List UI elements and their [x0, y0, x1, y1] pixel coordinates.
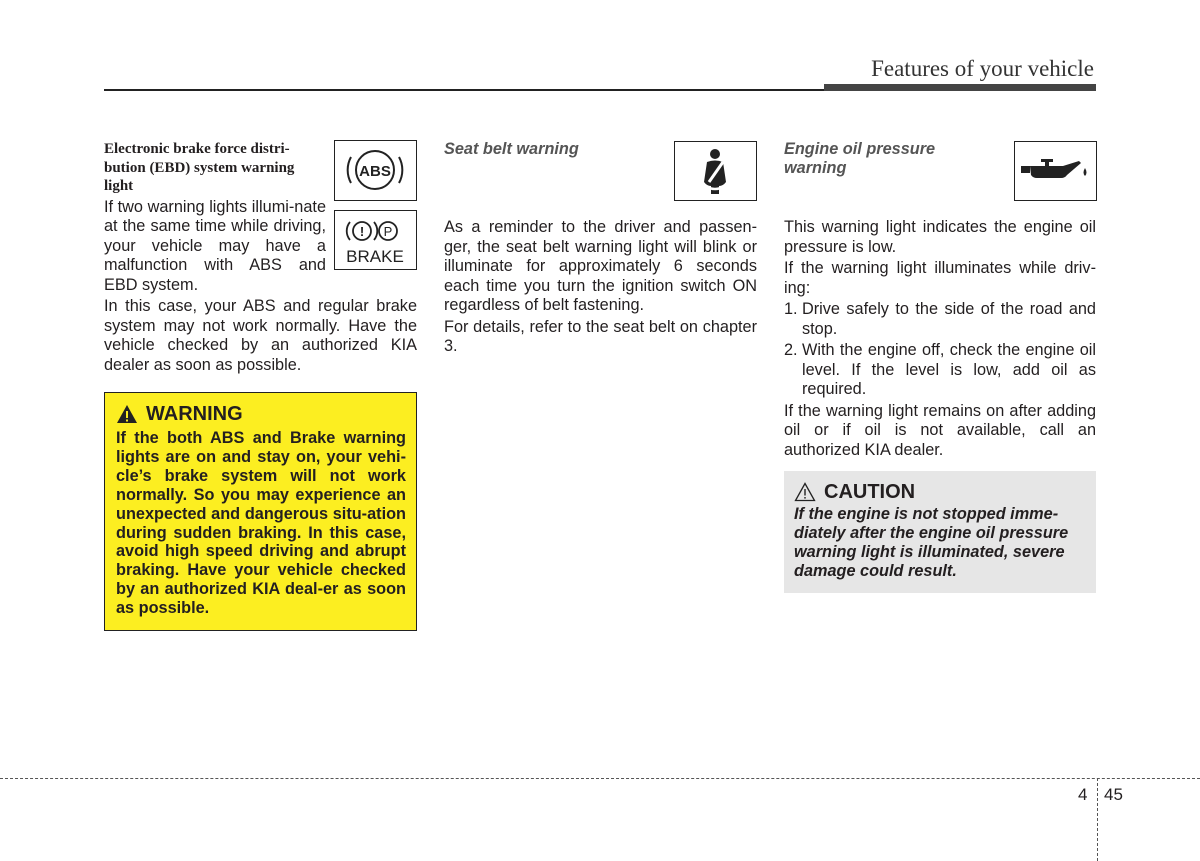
brake-parking-symbol: P	[383, 224, 393, 239]
list-item-number: 1.	[784, 300, 798, 318]
caution-box	[784, 471, 1096, 593]
list-item	[784, 300, 1096, 339]
oil-pressure-paragraph: This warning light indicates the engine oil pressure is low.	[784, 218, 1096, 256]
list-item-number: 2.	[784, 341, 798, 359]
brake-warning-icon	[334, 210, 417, 270]
ebd-paragraph-2: In this case, your ABS and regular brake system may not work normally. Have the vehicle checked by an authorized KIA dealer as soon as possible.	[104, 297, 417, 374]
oil-pressure-section-title: Engine oil pressure warning	[784, 140, 936, 177]
seat-belt-section-title: Seat belt warning	[444, 140, 579, 158]
chapter-number: 4	[1078, 785, 1088, 804]
seat-belt-paragraph: As a reminder to the driver and passen-ger, the seat belt warning light will blink or illuminate for approximately 6 seconds each time you turn the ignition switch ON regardless of belt fastening.	[444, 218, 757, 314]
list-item-text: Drive safely to the side of the road and stop.	[802, 300, 1096, 338]
header-rule-accent	[824, 84, 1096, 91]
abs-warning-icon	[334, 140, 417, 201]
brake-exclaim-symbol: !	[359, 224, 365, 239]
caution-triangle-icon	[794, 482, 816, 502]
caution-text: If the engine is not stopped imme-diately after the engine oil pressure warning light is illuminated, severe damage could result.	[794, 505, 1069, 580]
footer-divider	[1097, 778, 1098, 861]
oil-pressure-paragraph-2: If the warning light illuminates while driv-ing:	[784, 259, 1096, 297]
brake-label: BRAKE	[346, 247, 404, 266]
warning-heading: WARNING	[146, 403, 243, 425]
list-item	[784, 341, 1096, 400]
header-rule	[104, 89, 824, 91]
ebd-paragraph: If two warning lights illumi-nate at the same time while driving, your vehicle may have a malfunction with ABS and EBD system.	[104, 197, 326, 294]
warning-text: If the both ABS and Brake warning lights are on and stay on, your vehi-cle’s brake system will not work normally. So you may experience an unexpected and dangerous situ-ation during sudden braking. In this case, avoid high speed driving and abrupt braking. Have your vehicle checked by an authorized KIA deal-er as soon as possible.	[116, 429, 406, 618]
ebd-section-title: Electronic brake force distri-bution (EBD) system warning light	[104, 141, 295, 194]
footer-rule	[0, 778, 1200, 779]
seat-belt-warning-icon	[674, 141, 757, 201]
oil-pressure-paragraph-3: If the warning light remains on after adding oil or if oil is not available, call an authorized KIA dealer.	[784, 401, 1096, 459]
seat-belt-paragraph-2: For details, refer to the seat belt on chapter 3.	[444, 317, 757, 355]
abs-label: ABS	[359, 163, 391, 180]
page-header-title: Features of your vehicle	[871, 56, 1094, 81]
oil-can-icon	[1014, 141, 1097, 201]
list-item-text: With the engine off, check the engine oil level. If the level is low, add oil as required.	[802, 341, 1096, 398]
caution-heading: CAUTION	[824, 481, 916, 503]
warning-triangle-icon	[116, 404, 138, 424]
warning-box	[104, 392, 417, 631]
page-number: 45	[1104, 785, 1123, 804]
